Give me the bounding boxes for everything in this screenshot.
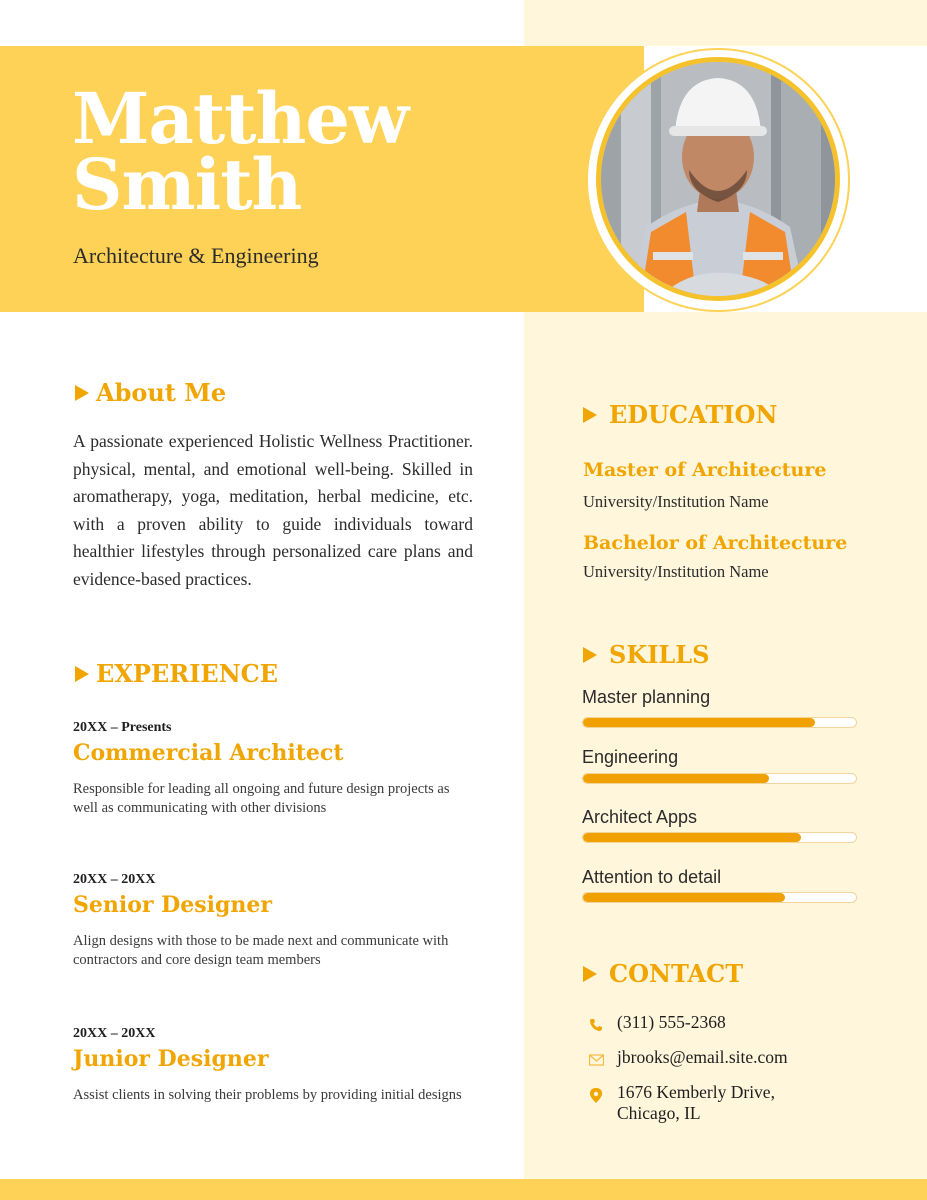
skill-label: Engineering xyxy=(582,747,679,767)
last-name: Smith xyxy=(72,143,302,226)
address xyxy=(617,1082,837,1124)
address-line-1: 1676 Kemberly Drive, xyxy=(617,1082,775,1102)
job-description: Responsible for leading all ongoing and future design projects as well as communicating with other divisions xyxy=(73,781,450,816)
skill-label: Master planning xyxy=(582,687,711,707)
email-address: jbrooks@email.site.com xyxy=(617,1047,788,1067)
skill-bar-fill xyxy=(583,718,815,727)
job-field-subtitle: Architecture & Engineering xyxy=(73,243,319,268)
skills-heading: SKILLS xyxy=(583,640,710,669)
contact-heading: CONTACT xyxy=(583,959,743,988)
skill-bar xyxy=(582,773,857,784)
institution-name: University/Institution Name xyxy=(583,562,769,581)
person-name xyxy=(72,77,409,226)
contact-address xyxy=(588,1082,837,1124)
first-name: Matthew xyxy=(72,77,409,160)
job-title: Senior Designer xyxy=(73,892,272,918)
skill-bar xyxy=(582,892,857,903)
triangle-bullet-icon xyxy=(583,966,597,982)
triangle-bullet-icon xyxy=(583,407,597,423)
education-heading: EDUCATION xyxy=(583,400,777,429)
triangle-bullet-icon xyxy=(75,385,89,401)
bottom-bar xyxy=(0,1179,927,1200)
envelope-icon xyxy=(588,1052,604,1068)
skill-bar-fill xyxy=(583,774,769,783)
institution-name: University/Institution Name xyxy=(583,492,769,511)
map-pin-icon xyxy=(588,1087,604,1103)
triangle-bullet-icon xyxy=(583,647,597,663)
address-line-2: Chicago, IL xyxy=(617,1103,701,1123)
degree-title: Master of Architecture xyxy=(583,459,827,481)
about-heading: About Me xyxy=(75,378,226,407)
job-description: Assist clients in solving their problems by providing initial designs xyxy=(73,1087,462,1103)
job-title: Junior Designer xyxy=(73,1046,269,1072)
phone-number: (311) 555-2368 xyxy=(617,1012,726,1032)
phone-icon xyxy=(588,1017,604,1033)
skill-bar xyxy=(582,832,857,843)
contact-phone xyxy=(588,1012,837,1033)
job-title: Commercial Architect xyxy=(73,740,344,766)
job-date: 20XX – 20XX xyxy=(73,1026,156,1041)
experience-heading: EXPERIENCE xyxy=(75,659,278,688)
job-date: 20XX – Presents xyxy=(73,720,172,735)
skill-bar xyxy=(582,717,857,728)
about-text: A passionate experienced Holistic Wellness Practitioner. physical, mental, and emotional well-being. Skilled in aromatherapy, yoga, meditation, herbal medicine, etc. with a proven ability to guide individuals toward healthier lifestyles through personalized care plans and evidence-based practices. xyxy=(73,431,473,589)
skill-label: Attention to detail xyxy=(582,867,722,887)
job-date: 20XX – 20XX xyxy=(73,872,156,887)
job-description: Align designs with those to be made next and communicate with contractors and core design team members xyxy=(73,933,449,968)
profile-photo xyxy=(596,57,840,301)
skill-bar-fill xyxy=(583,893,785,902)
contact-email xyxy=(588,1047,837,1068)
triangle-bullet-icon xyxy=(75,666,89,682)
degree-title: Bachelor of Architecture xyxy=(583,532,848,554)
skill-bar-fill xyxy=(583,833,801,842)
skill-label: Architect Apps xyxy=(582,807,698,827)
